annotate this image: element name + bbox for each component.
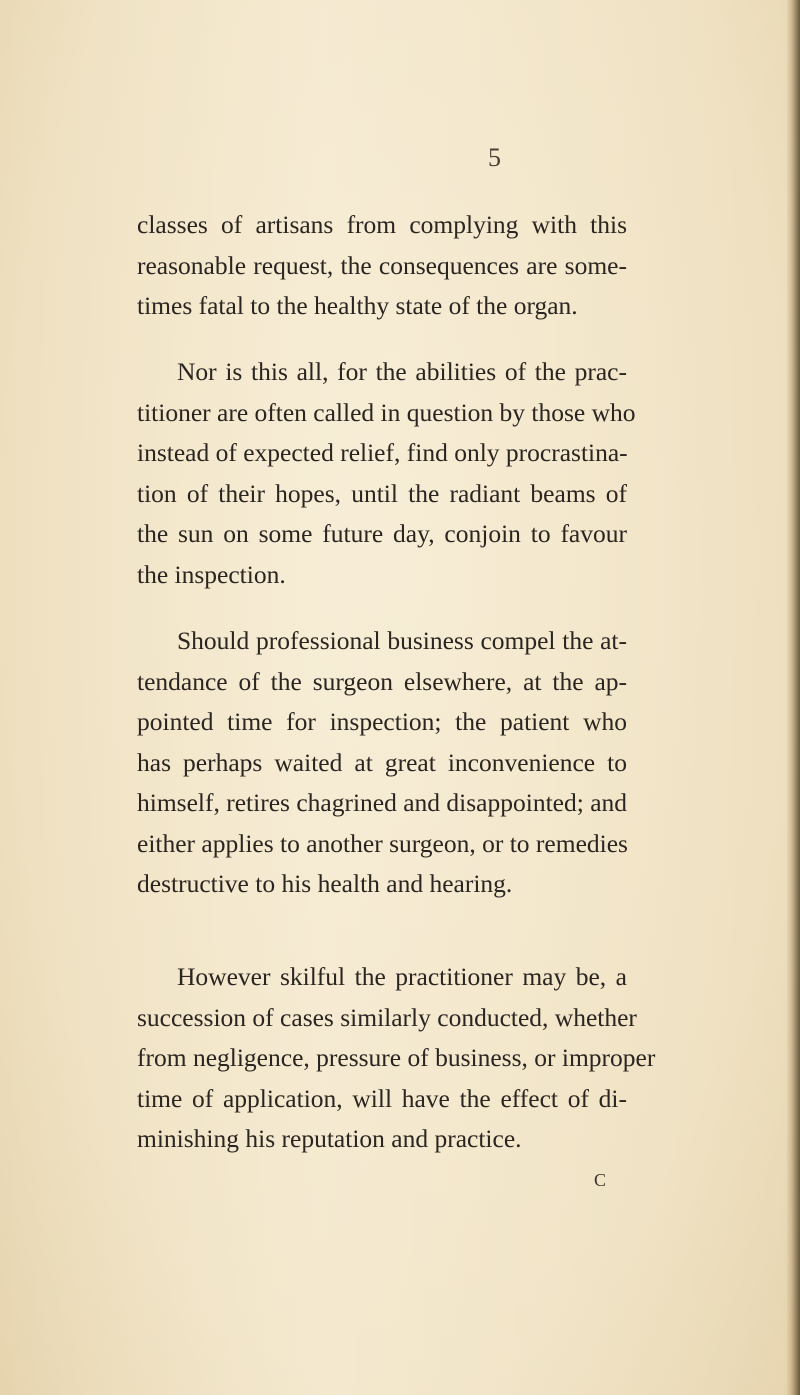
- paragraph-line: has perhaps waited at great inconvenience to: [137, 747, 627, 777]
- paragraph-3: [137, 621, 627, 905]
- paragraph-line: either applies to another surgeon, or to remedies: [137, 828, 628, 858]
- paragraph-line: the inspection.: [137, 559, 286, 589]
- paragraph-line: reasonable request, the consequences are some-: [137, 250, 627, 280]
- paragraph-line: instead of expected relief, find only procrastina-: [137, 438, 628, 467]
- paragraph-line: Nor is this all, for the abilities of the prac-: [177, 357, 627, 386]
- paragraph-line: minishing his reputation and practice.: [137, 1124, 522, 1153]
- page-edge-shadow: [786, 0, 800, 1395]
- paragraph-line: classes of artisans from complying with this: [137, 210, 627, 239]
- paragraph-line: destructive to his health and hearing.: [137, 869, 513, 898]
- paragraph-1: [137, 205, 627, 327]
- paragraph-line: from negligence, pressure of business, or improper: [137, 1043, 656, 1072]
- paragraph-line: However skilful the practitioner may be, a: [177, 962, 627, 991]
- paragraph-4: [137, 957, 656, 1160]
- paragraph-line: Should professional business compel the at-: [177, 626, 627, 655]
- paragraph-line: himself, retires chagrined and disappointed; and: [137, 788, 628, 817]
- page-number: 5: [488, 143, 501, 172]
- paragraph-line: pointed time for inspection; the patient who: [137, 707, 627, 736]
- paragraph-line: the sun on some future day, conjoin to favour: [137, 519, 627, 548]
- signature-mark: C: [594, 1170, 607, 1190]
- paragraph-line: time of application, will have the effect of di-: [137, 1083, 627, 1113]
- paragraph-line: succession of cases similarly conducted, whether: [137, 1002, 637, 1032]
- paragraph-line: times fatal to the healthy state of the organ.: [137, 291, 578, 320]
- paragraph-line: titioner are often called in question by those who: [137, 397, 636, 427]
- paragraph-line: tion of their hopes, until the radiant beams of: [137, 478, 627, 508]
- paragraph-line: tendance of the surgeon elsewhere, at the ap-: [137, 666, 627, 696]
- paragraph-2: [137, 352, 636, 595]
